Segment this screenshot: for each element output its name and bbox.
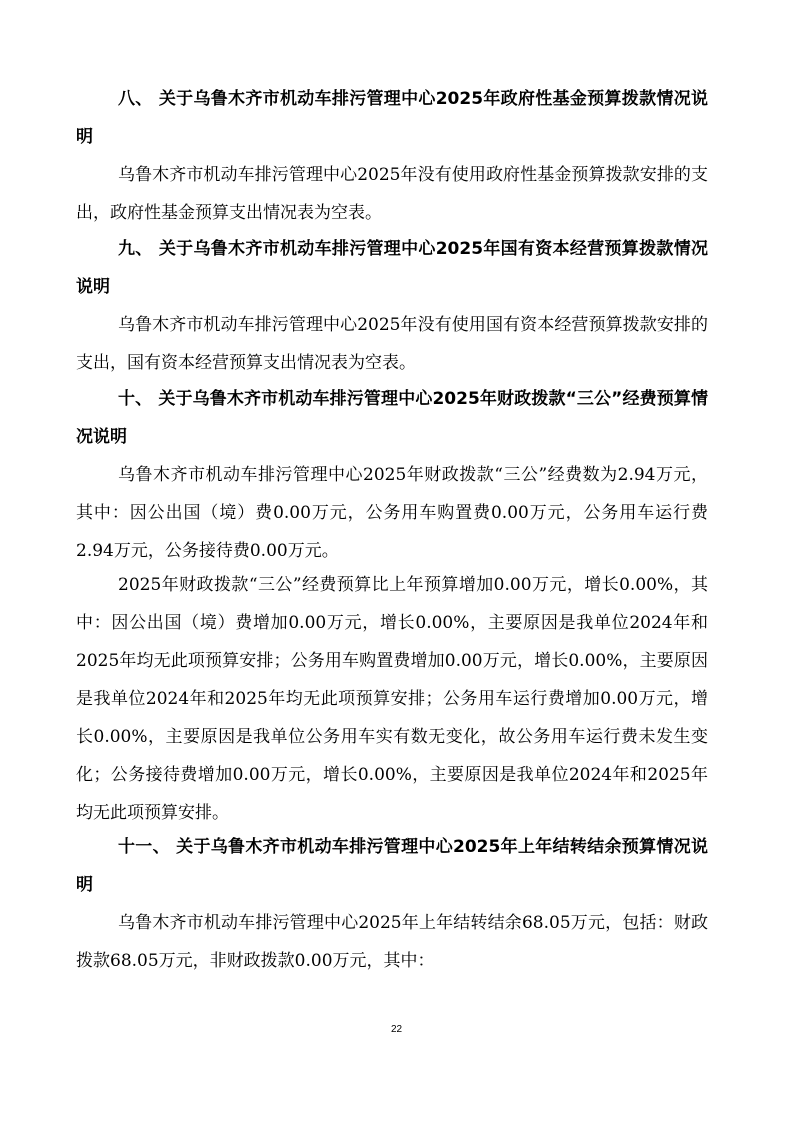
section-8-paragraph-1: 乌鲁木齐市机动车排污管理中心2025年没有使用政府性基金预算拨款安排的支出，政府性基金预算支出情况表为空表。 — [76, 165, 708, 223]
section-9-heading: 九、 关于乌鲁木齐市机动车排污管理中心2025年国有资本经营预算拨款情况说明 — [76, 239, 708, 297]
section-10-paragraph-2: 2025年财政拨款“三公”经费预算比上年预算增加0.00万元，增长0.00%，其中：因公出国（境）费增加0.00万元，增长0.00%，主要原因是我单位2024年和2025年均无此项预算安排；公务用车购置费增加0.00万元，增长0.00%，主要原因是我单位2024年和2025年均无此项预算安排；公务用车运行费增加0.00万元，增长0.00%，主要原因是我单位公务用车实有数无变化，故公务用车运行费未发生变化；公务接待费增加0.00万元，增长0.00%，主要原因是我单位2024年和2025年均无此项预算安排。 — [76, 575, 708, 823]
section-10-paragraph-1: 乌鲁木齐市机动车排污管理中心2025年财政拨款“三公”经费数为2.94万元，其中：因公出国（境）费0.00万元，公务用车购置费0.00万元，公务用车运行费2.94万元，公务接待费0.00万元。 — [76, 465, 708, 561]
section-9-paragraph-1: 乌鲁木齐市机动车排污管理中心2025年没有使用国有资本经营预算拨款安排的支出，国有资本经营预算支出情况表为空表。 — [76, 315, 708, 373]
section-8-heading: 八、 关于乌鲁木齐市机动车排污管理中心2025年政府性基金预算拨款情况说明 — [76, 89, 708, 147]
section-10-heading: 十、 关于乌鲁木齐市机动车排污管理中心2025年财政拨款“三公”经费预算情况说明 — [76, 389, 708, 447]
section-11-heading: 十一、 关于乌鲁木齐市机动车排污管理中心2025年上年结转结余预算情况说明 — [76, 837, 708, 895]
section-11-paragraph-1: 乌鲁木齐市机动车排污管理中心2025年上年结转结余68.05万元，包括：财政拨款68.05万元，非财政拨款0.00万元，其中： — [76, 913, 708, 971]
page-number: 22 — [390, 1024, 403, 1035]
